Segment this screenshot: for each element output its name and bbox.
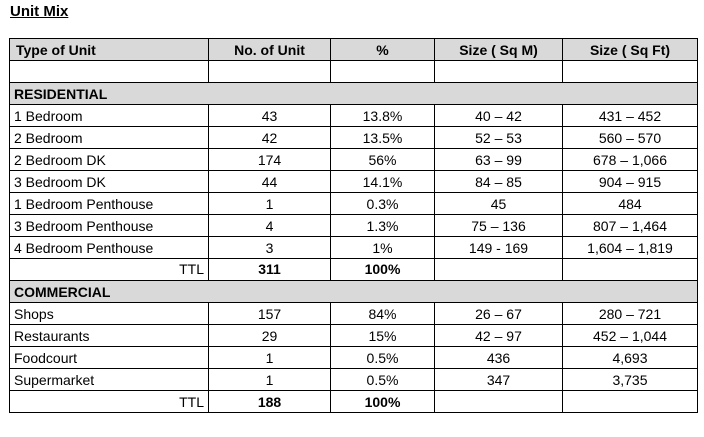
cell-type: Restaurants (10, 325, 209, 347)
page-title: Unit Mix (10, 3, 69, 20)
cell-units: 3 (209, 237, 331, 259)
cell-type: 4 Bedroom Penthouse (10, 237, 209, 259)
section-row-residential (10, 83, 698, 105)
cell-size-sqm: 84 – 85 (435, 171, 563, 193)
cell-percent: 1% (331, 237, 435, 259)
cell-type: 3 Bedroom DK (10, 171, 209, 193)
cell-size-sqft: 807 – 1,464 (563, 215, 698, 237)
cell-size-sqm: 63 – 99 (435, 149, 563, 171)
cell-percent: 84% (331, 303, 435, 325)
cell-size-sqft: 431 – 452 (563, 105, 698, 127)
header-units: No. of Unit (209, 39, 331, 61)
cell-units: 157 (209, 303, 331, 325)
cell-units: 44 (209, 171, 331, 193)
cell-size-sqft: 280 – 721 (563, 303, 698, 325)
header-percent: % (331, 39, 435, 61)
cell-size-sqft: 560 – 570 (563, 127, 698, 149)
cell-units: 1 (209, 347, 331, 369)
cell-size-sqft: 4,693 (563, 347, 698, 369)
cell-percent: 13.5% (331, 127, 435, 149)
cell-size-sqft: 1,604 – 1,819 (563, 237, 698, 259)
cell-type: 2 Bedroom (10, 127, 209, 149)
cell-size-sqm: 42 – 97 (435, 325, 563, 347)
cell-size-sqm: 45 (435, 193, 563, 215)
table-row (10, 171, 698, 193)
cell-percent: 1.3% (331, 215, 435, 237)
cell-size-sqft: 452 – 1,044 (563, 325, 698, 347)
table-row (10, 369, 698, 391)
cell-type: 3 Bedroom Penthouse (10, 215, 209, 237)
cell-size-sqm: 436 (435, 347, 563, 369)
cell-units: 43 (209, 105, 331, 127)
cell-size-sqm: 40 – 42 (435, 105, 563, 127)
table-row (10, 149, 698, 171)
header-size-sqm: Size ( Sq M) (435, 39, 563, 61)
header-row (10, 39, 698, 61)
cell-size-sqm: 149 - 169 (435, 237, 563, 259)
table-row (10, 127, 698, 149)
cell-size-sqm: 75 – 136 (435, 215, 563, 237)
header-size-sqft: Size ( Sq Ft) (563, 39, 698, 61)
table-row (10, 347, 698, 369)
cell-size-sqm: 26 – 67 (435, 303, 563, 325)
cell-units: 29 (209, 325, 331, 347)
total-percent: 100% (331, 259, 435, 281)
unit-mix-table (9, 38, 698, 413)
cell-type: 1 Bedroom (10, 105, 209, 127)
cell-type: 2 Bedroom DK (10, 149, 209, 171)
table-row (10, 215, 698, 237)
cell-percent: 0.5% (331, 369, 435, 391)
section-row-commercial (10, 281, 698, 303)
header-type: Type of Unit (10, 39, 209, 61)
cell-size-sqft: 678 – 1,066 (563, 149, 698, 171)
cell-units: 1 (209, 193, 331, 215)
total-percent: 100% (331, 391, 435, 413)
cell-size-sqft: 904 – 915 (563, 171, 698, 193)
table-row (10, 105, 698, 127)
section-label-residential: RESIDENTIAL (10, 83, 698, 105)
cell-size-sqm: 52 – 53 (435, 127, 563, 149)
cell-type: 1 Bedroom Penthouse (10, 193, 209, 215)
cell-size-sqm: 347 (435, 369, 563, 391)
table-row (10, 237, 698, 259)
cell-units: 4 (209, 215, 331, 237)
cell-percent: 15% (331, 325, 435, 347)
cell-percent: 0.5% (331, 347, 435, 369)
cell-units: 174 (209, 149, 331, 171)
total-units: 311 (209, 259, 331, 281)
table-row (10, 325, 698, 347)
total-label: TTL (10, 391, 209, 413)
cell-percent: 56% (331, 149, 435, 171)
cell-type: Shops (10, 303, 209, 325)
cell-size-sqft: 3,735 (563, 369, 698, 391)
table-row (10, 303, 698, 325)
cell-type: Supermarket (10, 369, 209, 391)
total-row-commercial (10, 391, 698, 413)
section-label-commercial: COMMERCIAL (10, 281, 698, 303)
total-units: 188 (209, 391, 331, 413)
total-label: TTL (10, 259, 209, 281)
cell-type: Foodcourt (10, 347, 209, 369)
cell-percent: 14.1% (331, 171, 435, 193)
cell-units: 1 (209, 369, 331, 391)
table-row (10, 193, 698, 215)
cell-percent: 13.8% (331, 105, 435, 127)
cell-units: 42 (209, 127, 331, 149)
spacer-row (10, 61, 698, 83)
cell-size-sqft: 484 (563, 193, 698, 215)
cell-percent: 0.3% (331, 193, 435, 215)
